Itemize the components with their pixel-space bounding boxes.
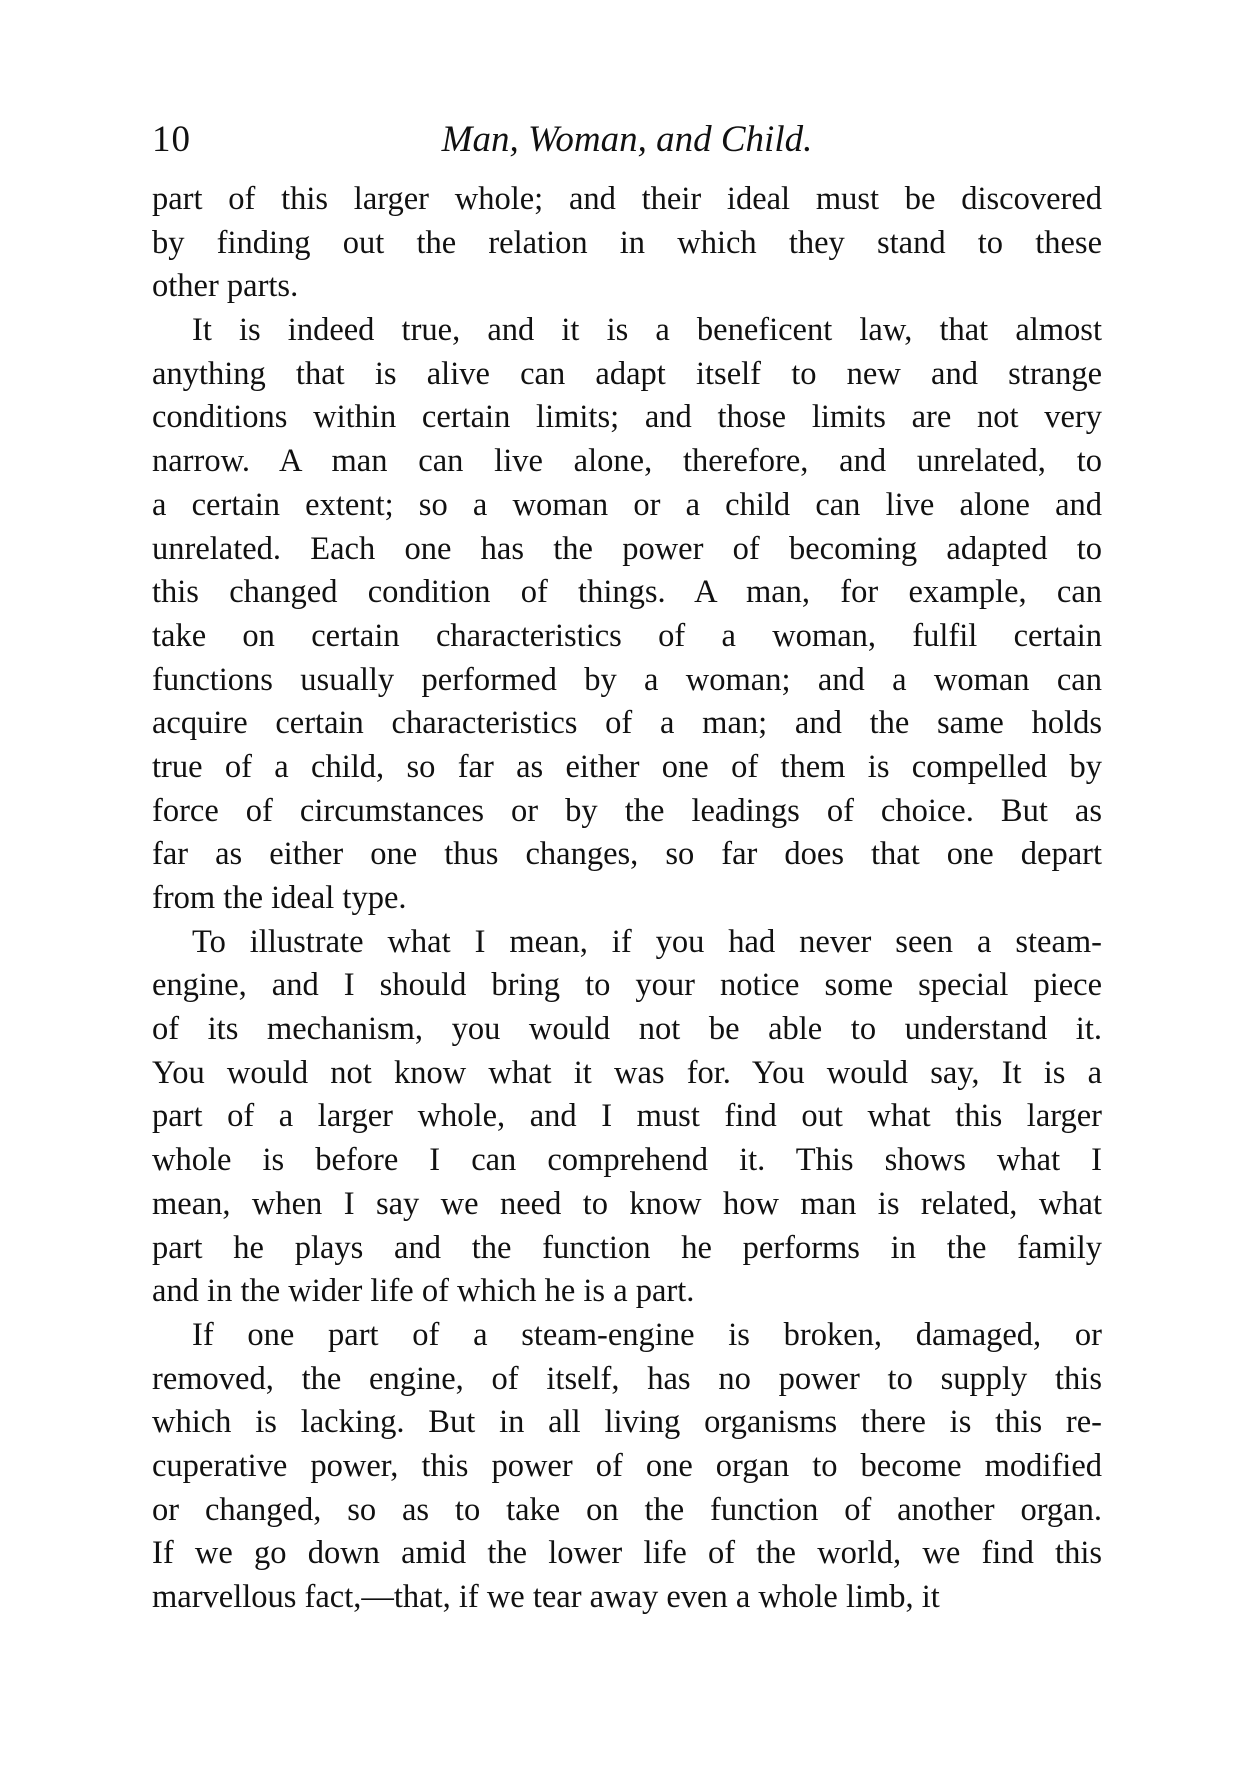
text-line: part of this larger whole; and their ideal must be discovered bbox=[152, 181, 1102, 217]
body-text bbox=[152, 178, 1102, 1620]
text-line: force of circumstances or by the leadings of choice. But as bbox=[152, 792, 1102, 829]
text-line: unrelated. Each one has the power of becoming adapted to bbox=[152, 530, 1102, 567]
text-line: functions usually performed by a woman; and a woman can bbox=[152, 661, 1102, 698]
text-line: If we go down amid the lower life of the world, we find this bbox=[152, 1535, 1102, 1572]
text-line: If one part of a steam-engine is broken, damaged, or bbox=[192, 1316, 1102, 1353]
text-line: take on certain characteristics of a woman, fulfil certain bbox=[152, 617, 1102, 654]
text-line: part of a larger whole, and I must find out what this larger bbox=[152, 1098, 1102, 1135]
text-line: whole is before I can comprehend it. This shows what I bbox=[152, 1142, 1102, 1179]
text-line: You would not know what it was for. You would say, It is a bbox=[152, 1054, 1102, 1091]
running-head bbox=[152, 108, 1102, 168]
text-line: acquire certain characteristics of a man; and the same holds bbox=[152, 705, 1102, 742]
text-line: far as either one thus changes, so far does that one depart bbox=[152, 836, 1102, 873]
text-line: from the ideal type. bbox=[152, 880, 407, 916]
text-line: true of a child, so far as either one of them is compelled by bbox=[152, 748, 1102, 785]
text-line: part he plays and the function he performs in the family bbox=[152, 1229, 1102, 1266]
text-line: To illustrate what I mean, if you had never seen a steam- bbox=[192, 923, 1102, 960]
text-line: by finding out the relation in which they stand to these bbox=[152, 224, 1102, 261]
text-line: narrow. A man can live alone, therefore, and unrelated, to bbox=[152, 443, 1102, 480]
text-line: mean, when I say we need to know how man is related, what bbox=[152, 1185, 1102, 1222]
text-line: a certain extent; so a woman or a child can live alone and bbox=[152, 486, 1102, 523]
text-line: and in the wider life of which he is a part. bbox=[152, 1273, 695, 1310]
text-line: It is indeed true, and it is a beneficent law, that almost bbox=[192, 312, 1102, 349]
text-line: anything that is alive can adapt itself to new and strange bbox=[152, 355, 1102, 392]
text-line: conditions within certain limits; and those limits are not very bbox=[152, 399, 1102, 436]
text-line: other parts. bbox=[152, 268, 299, 305]
text-line: which is lacking. But in all living organisms there is this re- bbox=[152, 1404, 1102, 1441]
text-line: this changed condition of things. A man, for example, can bbox=[152, 574, 1102, 611]
text-line: cuperative power, this power of one organ to become modified bbox=[152, 1447, 1102, 1484]
running-title: Man, Woman, and Child. bbox=[441, 119, 813, 160]
paragraph-continuation bbox=[152, 178, 1102, 309]
paragraph-recuperative-power bbox=[152, 1314, 1102, 1620]
paragraph-steam-engine-illustration bbox=[152, 921, 1102, 1314]
text-line: removed, the engine, of itself, has no power to supply this bbox=[152, 1360, 1102, 1397]
text-line: marvellous fact,—that, if we tear away even a whole limb, it bbox=[152, 1579, 940, 1615]
book-page bbox=[152, 108, 1102, 1620]
text-line: or changed, so as to take on the function of another organ. bbox=[152, 1491, 1102, 1528]
paragraph-adaptation bbox=[152, 309, 1102, 921]
page-number: 10 bbox=[152, 119, 191, 160]
text-line: engine, and I should bring to your notice some special piece bbox=[152, 967, 1102, 1004]
text-line: of its mechanism, you would not be able to understand it. bbox=[152, 1011, 1102, 1048]
